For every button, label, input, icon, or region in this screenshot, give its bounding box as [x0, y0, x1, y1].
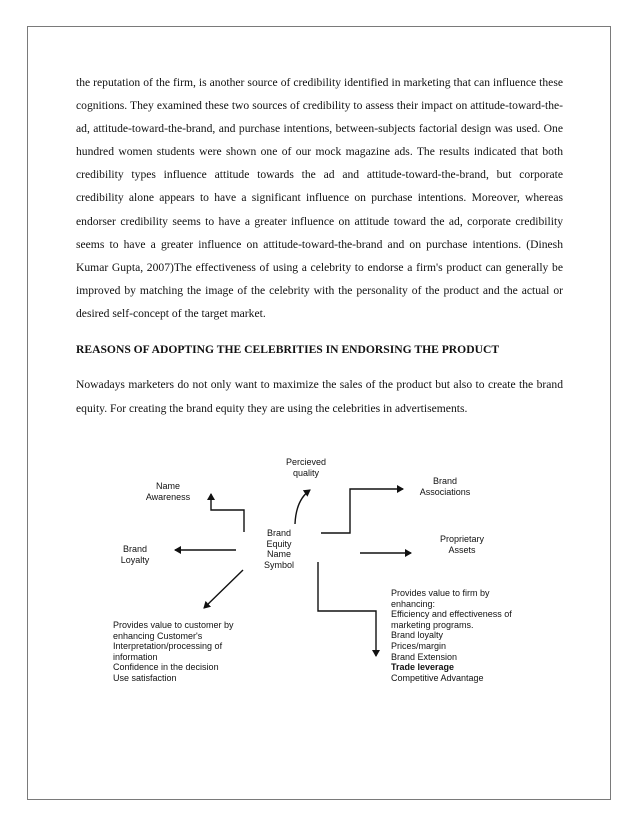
- node-line: Brand loyalty: [391, 630, 444, 641]
- brand-equity-center-node: [250, 528, 308, 570]
- center-line: Equity: [266, 538, 292, 549]
- node-line: information: [113, 651, 158, 662]
- node-line: Brand: [122, 544, 148, 554]
- node-line: Trade leverage: [391, 662, 455, 673]
- node-line: Interpretation/processing of: [113, 641, 223, 652]
- arrow-name-awareness: [211, 494, 244, 532]
- node-line: enhancing Customer's: [113, 630, 203, 641]
- node-line: Associations: [419, 486, 471, 497]
- center-line: Symbol: [263, 559, 294, 570]
- arrow-perceived-quality: [295, 490, 310, 524]
- node-line: quality: [292, 467, 319, 478]
- node-line: Provides value to firm by: [391, 588, 490, 598]
- node-line: Use satisfaction: [113, 672, 177, 683]
- body-paragraph-2: Nowadays marketers do not only want to maximize the sales of the product but also to create the brand equity. For creating the brand equity they are using the celebrities in advertisements.: [76, 378, 563, 415]
- section-heading: REASONS OF ADOPTING THE CELEBRITIES IN ENDORSING THE PRODUCT: [76, 343, 500, 356]
- firm-value-node: [391, 588, 561, 683]
- brand-loyalty-node: [108, 544, 162, 565]
- center-line: Brand: [266, 528, 292, 538]
- center-line: Name: [266, 549, 291, 560]
- arrow-firm-value: [318, 562, 376, 656]
- node-line: Prices/margin: [391, 640, 447, 651]
- perceived-quality-node: [276, 457, 336, 478]
- node-line: Provides value to customer by: [113, 620, 234, 630]
- node-line: marketing programs.: [391, 619, 474, 630]
- node-line: Competitive Advantage: [391, 672, 484, 683]
- node-line: Assets: [448, 544, 476, 555]
- name-awareness-node: [133, 481, 203, 502]
- arrow-brand-associations: [321, 489, 403, 533]
- node-line: enhancing:: [391, 598, 436, 609]
- node-line: Awareness: [145, 491, 191, 502]
- node-line: Efficiency and effectiveness of: [391, 609, 512, 620]
- brand-associations-node: [410, 476, 480, 497]
- arrow-customer-value: [204, 570, 243, 608]
- customer-value-node: [113, 620, 293, 684]
- node-line: Percieved: [285, 457, 327, 467]
- node-line: Proprietary: [439, 534, 484, 544]
- proprietary-assets-node: [424, 534, 500, 555]
- node-line: Loyalty: [120, 554, 150, 565]
- body-paragraph-1: the reputation of the firm, is another source of credibility identified in marketing that can influence these cognitions. They examined these two sources of credibility to assess their impact on attitude-toward-the-ad, attitude-toward-the-brand, and purchase intentions, between-subjects factorial design was used. One hundred women students were shown one of our mock magazine ads. The results indicated that both credibility types influence attitude towards the ad and attitude-toward-the-brand, but corporate credibility alone appears to have a significant influence on purchase intentions. Moreover, whereas endorser credibility seems to have a greater influence on attitude toward the ad, corporate credibility seems to have a greater influence on attitude-toward-the-brand and on purchase intentions. (Dinesh Kumar Gupta, 2007)The effectiveness of using a celebrity to endorse a firm's product can generally be improved by matching the image of the celebrity with the personality of the product and the actual or desired self-concept of the target market.: [76, 76, 563, 320]
- node-line: Name: [155, 481, 180, 491]
- node-line: Brand Extension: [391, 651, 458, 662]
- node-line: Confidence in the decision: [113, 662, 219, 673]
- node-line: Brand: [432, 476, 458, 486]
